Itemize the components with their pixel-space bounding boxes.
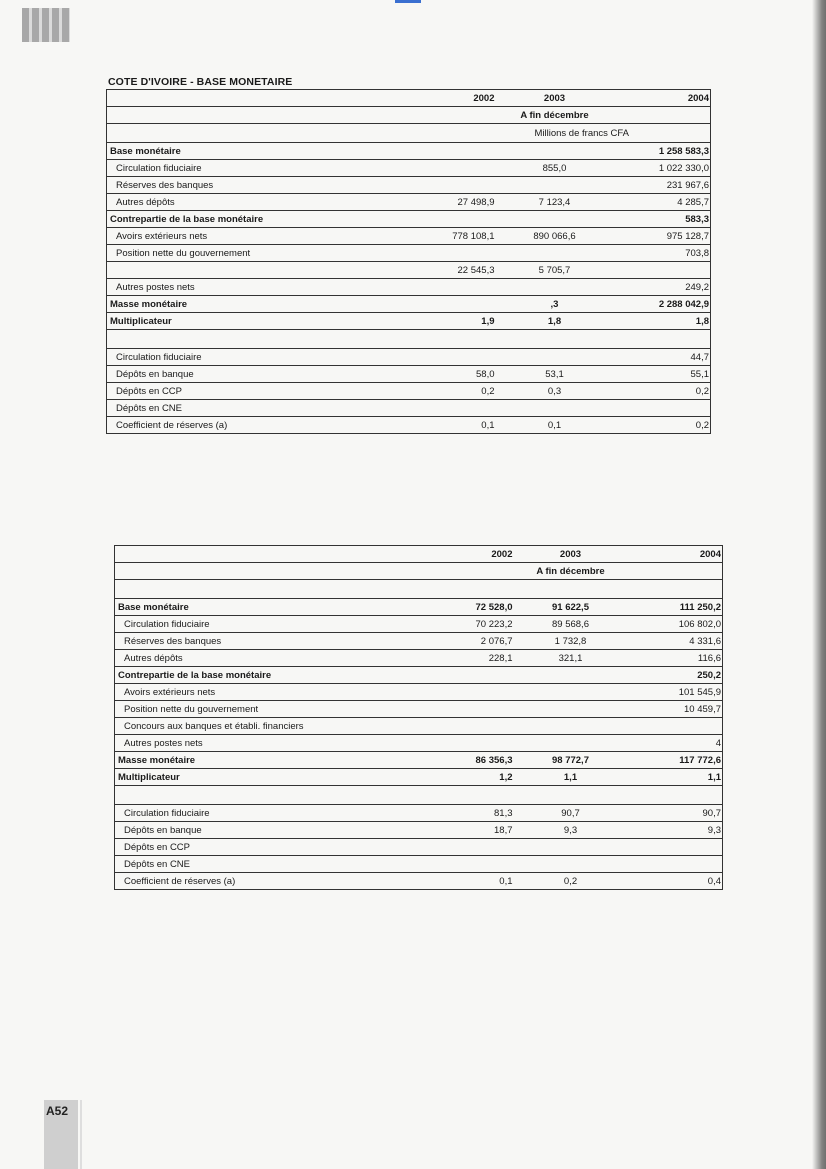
value-2003 xyxy=(523,839,619,856)
value-2002 xyxy=(383,667,523,684)
value-2003 xyxy=(505,400,605,417)
value-2004: 0,2 xyxy=(605,383,711,400)
table-row xyxy=(107,177,711,194)
value-2003: 90,7 xyxy=(523,805,619,822)
table-row xyxy=(115,735,723,752)
year-header: 2004 xyxy=(605,90,711,107)
value-2002: 778 108,1 xyxy=(375,228,505,245)
value-2003: 91 622,5 xyxy=(523,599,619,616)
value-2002: 22 545,3 xyxy=(375,262,505,279)
unit-label: Millions de francs CFA xyxy=(505,124,711,143)
row-label: Circulation fiduciaire xyxy=(115,616,383,633)
row-label: Circulation fiduciaire xyxy=(107,160,375,177)
row-label: Multiplicateur xyxy=(115,769,383,786)
period-label: A fin décembre xyxy=(523,563,619,580)
row-label xyxy=(107,262,375,279)
value-2003: 1 732,8 xyxy=(523,633,619,650)
value-2003 xyxy=(505,245,605,262)
period-row xyxy=(107,107,711,124)
row-label: Contrepartie de la base monétaire xyxy=(107,211,375,228)
value-2003 xyxy=(505,177,605,194)
value-2004: 0,4 xyxy=(619,873,723,890)
table-row xyxy=(107,296,711,313)
row-label: Multiplicateur xyxy=(107,313,375,330)
table-row xyxy=(115,650,723,667)
table-row xyxy=(107,417,711,434)
value-2002: 70 223,2 xyxy=(383,616,523,633)
row-label: Dépôts en banque xyxy=(115,822,383,839)
value-2004: 106 802,0 xyxy=(619,616,723,633)
row-label: Avoirs extérieurs nets xyxy=(107,228,375,245)
value-2004 xyxy=(605,400,711,417)
value-2004: 231 967,6 xyxy=(605,177,711,194)
value-2004: 55,1 xyxy=(605,366,711,383)
value-2002: 2 076,7 xyxy=(383,633,523,650)
table-row xyxy=(115,616,723,633)
table-row xyxy=(107,366,711,383)
value-2004: 9,3 xyxy=(619,822,723,839)
row-label: Dépôts en CNE xyxy=(115,856,383,873)
value-2003: 321,1 xyxy=(523,650,619,667)
table-row xyxy=(115,873,723,890)
value-2003: 0,2 xyxy=(523,873,619,890)
table-row xyxy=(115,822,723,839)
table-row xyxy=(107,228,711,245)
table-row xyxy=(107,279,711,296)
page-margin-line xyxy=(80,1100,82,1169)
value-2004: 116,6 xyxy=(619,650,723,667)
table-row xyxy=(107,313,711,330)
value-2004: 703,8 xyxy=(605,245,711,262)
table-row xyxy=(115,718,723,735)
row-label: Base monétaire xyxy=(115,599,383,616)
row-label: Coefficient de réserves (a) xyxy=(107,417,375,434)
row-label: Autres dépôts xyxy=(115,650,383,667)
value-2004: 101 545,9 xyxy=(619,684,723,701)
value-2004: 1 022 330,0 xyxy=(605,160,711,177)
value-2004: 10 459,7 xyxy=(619,701,723,718)
row-label: Dépôts en CCP xyxy=(115,839,383,856)
value-2003 xyxy=(523,684,619,701)
value-2002 xyxy=(383,735,523,752)
value-2002 xyxy=(375,349,505,366)
row-label: Base monétaire xyxy=(107,143,375,160)
value-2004: 44,7 xyxy=(605,349,711,366)
row-label: Circulation fiduciaire xyxy=(115,805,383,822)
unit-row xyxy=(107,124,711,143)
value-2003: 53,1 xyxy=(505,366,605,383)
table-row xyxy=(115,769,723,786)
value-2004: 1 258 583,3 xyxy=(605,143,711,160)
value-2002: 1,2 xyxy=(383,769,523,786)
value-2003 xyxy=(505,349,605,366)
value-2004 xyxy=(605,262,711,279)
year-header: 2003 xyxy=(505,90,605,107)
value-2002: 0,2 xyxy=(375,383,505,400)
value-2003 xyxy=(505,279,605,296)
value-2002: 72 528,0 xyxy=(383,599,523,616)
value-2002 xyxy=(383,718,523,735)
value-2003 xyxy=(523,856,619,873)
value-2002: 228,1 xyxy=(383,650,523,667)
value-2004: 583,3 xyxy=(605,211,711,228)
table-row xyxy=(107,160,711,177)
table-row xyxy=(115,701,723,718)
value-2002 xyxy=(375,245,505,262)
value-2003: 890 066,6 xyxy=(505,228,605,245)
value-2002 xyxy=(383,684,523,701)
value-2002: 81,3 xyxy=(383,805,523,822)
row-label: Circulation fiduciaire xyxy=(107,349,375,366)
scan-artifact xyxy=(22,8,70,42)
table-row xyxy=(107,349,711,366)
row-label: Masse monétaire xyxy=(107,296,375,313)
value-2003: 1,8 xyxy=(505,313,605,330)
value-2002: 0,1 xyxy=(375,417,505,434)
table-row xyxy=(115,667,723,684)
table-row xyxy=(115,684,723,701)
value-2002 xyxy=(375,160,505,177)
table-row xyxy=(107,400,711,417)
value-2002 xyxy=(383,839,523,856)
value-2004 xyxy=(619,856,723,873)
monetary-base-table-2 xyxy=(114,545,723,890)
value-2003: 9,3 xyxy=(523,822,619,839)
table-row xyxy=(115,839,723,856)
value-2003: 89 568,6 xyxy=(523,616,619,633)
value-2003: 0,3 xyxy=(505,383,605,400)
table-row xyxy=(115,752,723,769)
year-header: 2002 xyxy=(375,90,505,107)
value-2004: 4 331,6 xyxy=(619,633,723,650)
value-2004: 111 250,2 xyxy=(619,599,723,616)
value-2004: 90,7 xyxy=(619,805,723,822)
row-label: Réserves des banques xyxy=(115,633,383,650)
table-header-row xyxy=(115,546,723,563)
row-label: Concours aux banques et établi. financiers xyxy=(115,718,383,735)
value-2002 xyxy=(383,856,523,873)
spacer-row xyxy=(115,786,723,805)
table-row xyxy=(107,245,711,262)
value-2004: 249,2 xyxy=(605,279,711,296)
value-2002: 0,1 xyxy=(383,873,523,890)
year-header: 2003 xyxy=(523,546,619,563)
value-2004: 4 285,7 xyxy=(605,194,711,211)
value-2002 xyxy=(375,143,505,160)
value-2002 xyxy=(383,701,523,718)
table-row xyxy=(107,194,711,211)
value-2004: 250,2 xyxy=(619,667,723,684)
value-2002 xyxy=(375,400,505,417)
value-2003: ,3 xyxy=(505,296,605,313)
value-2002: 27 498,9 xyxy=(375,194,505,211)
row-label: Autres postes nets xyxy=(107,279,375,296)
table-header-row xyxy=(107,90,711,107)
value-2004: 117 772,6 xyxy=(619,752,723,769)
value-2002 xyxy=(375,296,505,313)
value-2003 xyxy=(505,143,605,160)
row-label: Réserves des banques xyxy=(107,177,375,194)
monetary-base-table-1 xyxy=(106,89,711,434)
row-label: Masse monétaire xyxy=(115,752,383,769)
value-2002 xyxy=(375,279,505,296)
value-2003: 98 772,7 xyxy=(523,752,619,769)
table-row xyxy=(115,633,723,650)
value-2003 xyxy=(523,735,619,752)
row-label: Dépôts en banque xyxy=(107,366,375,383)
period-row xyxy=(115,563,723,580)
value-2003 xyxy=(523,667,619,684)
row-label: Avoirs extérieurs nets xyxy=(115,684,383,701)
value-2003 xyxy=(523,701,619,718)
value-2002: 86 356,3 xyxy=(383,752,523,769)
spacer-row xyxy=(107,330,711,349)
value-2002: 58,0 xyxy=(375,366,505,383)
value-2004: 975 128,7 xyxy=(605,228,711,245)
row-label: Position nette du gouvernement xyxy=(107,245,375,262)
table-row xyxy=(107,262,711,279)
value-2004: 2 288 042,9 xyxy=(605,296,711,313)
value-2004 xyxy=(619,839,723,856)
period-label: A fin décembre xyxy=(505,107,605,124)
table-row xyxy=(115,856,723,873)
scan-smudge xyxy=(395,0,421,3)
spacer-row xyxy=(115,580,723,599)
row-label: Dépôts en CNE xyxy=(107,400,375,417)
value-2003 xyxy=(505,211,605,228)
table-row xyxy=(115,599,723,616)
page-number: A52 xyxy=(46,1104,69,1118)
row-label: Autres dépôts xyxy=(107,194,375,211)
value-2002 xyxy=(375,211,505,228)
value-2003: 0,1 xyxy=(505,417,605,434)
value-2004: 0,2 xyxy=(605,417,711,434)
value-2004: 4 xyxy=(619,735,723,752)
row-label: Coefficient de réserves (a) xyxy=(115,873,383,890)
row-label: Dépôts en CCP xyxy=(107,383,375,400)
value-2003: 855,0 xyxy=(505,160,605,177)
value-2004: 1,1 xyxy=(619,769,723,786)
value-2003: 5 705,7 xyxy=(505,262,605,279)
value-2004: 1,8 xyxy=(605,313,711,330)
row-label: Contrepartie de la base monétaire xyxy=(115,667,383,684)
value-2003: 7 123,4 xyxy=(505,194,605,211)
value-2002: 1,9 xyxy=(375,313,505,330)
value-2002: 18,7 xyxy=(383,822,523,839)
row-label: Position nette du gouvernement xyxy=(115,701,383,718)
table-row xyxy=(107,383,711,400)
scan-edge-shadow xyxy=(812,0,826,1169)
table-row xyxy=(107,143,711,160)
value-2003 xyxy=(523,718,619,735)
table-row xyxy=(115,805,723,822)
document-title: COTE D'IVOIRE - BASE MONETAIRE xyxy=(108,76,293,88)
value-2002 xyxy=(375,177,505,194)
value-2004 xyxy=(619,718,723,735)
year-header: 2004 xyxy=(619,546,723,563)
table-row xyxy=(107,211,711,228)
row-label: Autres postes nets xyxy=(115,735,383,752)
value-2003: 1,1 xyxy=(523,769,619,786)
year-header: 2002 xyxy=(383,546,523,563)
